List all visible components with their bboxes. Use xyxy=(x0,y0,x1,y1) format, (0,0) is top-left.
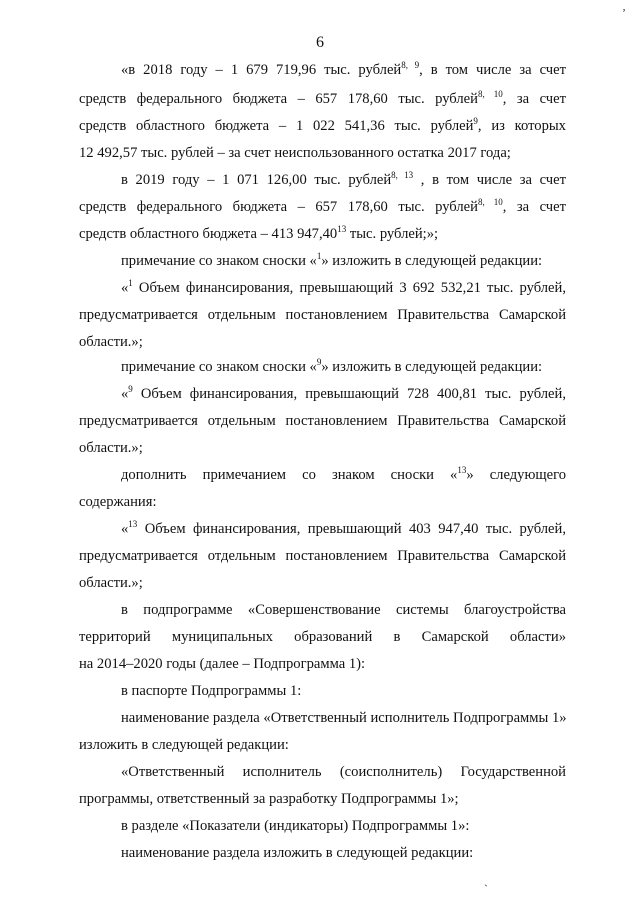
footnote-mark: 8, 10 xyxy=(477,197,503,207)
text-line xyxy=(79,628,566,646)
text-line xyxy=(79,817,566,835)
text-run: , в том числе за счет xyxy=(419,62,567,78)
text-line xyxy=(79,736,566,754)
footnote-mark: 9 xyxy=(473,116,478,126)
text-line xyxy=(79,279,566,297)
text-line xyxy=(79,790,566,808)
footnote-mark: 1 xyxy=(316,251,322,261)
footnote-mark: 8, 10 xyxy=(477,89,503,99)
footnote-mark: 13 xyxy=(457,465,467,475)
text-run: примечание со знаком сноски « xyxy=(121,253,317,269)
text-run: средств федерального бюджета – 657 178,60 тыс. рублей xyxy=(79,199,478,215)
text-line xyxy=(79,547,566,565)
text-line xyxy=(79,90,566,108)
text-run: программы, ответственный за разработку Подпрограммы 1»; xyxy=(79,791,459,807)
footnote-mark: 9 xyxy=(128,384,133,394)
text-run: наименование раздела «Ответственный исполнитель Подпрограммы 1» xyxy=(121,710,567,726)
text-run: Объем финансирования, превышающий 3 692 532,21 тыс. рублей, xyxy=(132,280,566,296)
text-run: в разделе «Показатели (индикаторы) Подпрограммы 1»: xyxy=(121,818,470,834)
text-line xyxy=(79,171,566,189)
text-line xyxy=(79,358,566,376)
text-line xyxy=(79,466,566,484)
text-run: дополнить примечанием со знаком сноски « xyxy=(121,467,458,483)
text-run: « xyxy=(121,386,129,402)
text-run: области.»; xyxy=(79,575,143,591)
text-run: предусматривается отдельным постановлением Правительства Самарской xyxy=(79,307,566,323)
text-line xyxy=(79,574,566,592)
scan-speck: ʼ xyxy=(622,6,626,20)
text-line xyxy=(79,198,566,216)
footnote-mark: 13 xyxy=(128,519,138,529)
text-line xyxy=(79,601,566,619)
text-line xyxy=(79,709,566,727)
text-run: примечание со знаком сноски « xyxy=(121,359,317,375)
text-line xyxy=(79,439,566,457)
text-run: « xyxy=(121,521,129,537)
footnote-mark: 8, 13 xyxy=(391,170,414,180)
text-run: средств федерального бюджета – 657 178,60 тыс. рублей xyxy=(79,91,478,107)
text-line xyxy=(79,385,566,403)
text-run: в 2019 году – 1 071 126,00 тыс. рублей xyxy=(121,172,392,188)
text-run: , из которых xyxy=(477,118,566,134)
text-run: предусматривается отдельным постановлением Правительства Самарской xyxy=(79,413,566,429)
text-line xyxy=(79,763,566,781)
text-line xyxy=(79,252,566,270)
text-run: » следующего xyxy=(466,467,567,483)
text-run: , в том числе за счет xyxy=(413,172,566,188)
text-line xyxy=(79,493,566,511)
text-run: «в 2018 году – 1 679 719,96 тыс. рублей xyxy=(121,62,402,78)
text-run: наименование раздела изложить в следующей редакции: xyxy=(121,845,474,861)
text-line xyxy=(79,61,566,79)
text-line xyxy=(79,333,566,351)
text-line xyxy=(79,144,566,162)
footnote-mark: 1 xyxy=(128,278,133,288)
text-run: предусматривается отдельным постановлением Правительства Самарской xyxy=(79,548,566,564)
footnote-mark: 8, 9 xyxy=(401,60,420,70)
text-run: » изложить в следующей редакции: xyxy=(321,359,543,375)
text-run: , за счет xyxy=(502,91,566,107)
text-run: в подпрограмме «Совершенствование системы благоустройства xyxy=(121,602,566,618)
text-run: « xyxy=(121,280,129,296)
text-line xyxy=(79,682,566,700)
text-run: содержания: xyxy=(79,494,157,510)
text-run: «Ответственный исполнитель (соисполнитель) Государственной xyxy=(121,764,566,780)
text-line xyxy=(79,412,566,430)
text-run: 12 492,57 тыс. рублей – за счет неиспользованного остатка 2017 года; xyxy=(79,145,511,161)
text-run: в паспорте Подпрограммы 1: xyxy=(121,683,302,699)
text-run: области.»; xyxy=(79,440,143,456)
text-run: области.»; xyxy=(79,334,143,350)
text-run: тыс. рублей;»; xyxy=(346,226,439,242)
footnote-mark: 13 xyxy=(337,224,347,234)
text-run: Объем финансирования, превышающий 403 947,40 тыс. рублей, xyxy=(137,521,566,537)
text-run: , за счет xyxy=(502,199,566,215)
text-line xyxy=(79,225,566,243)
text-run: территорий муниципальных образований в Самарской области» xyxy=(79,629,566,645)
text-line xyxy=(79,655,566,673)
text-line xyxy=(79,117,566,135)
text-line xyxy=(79,306,566,324)
text-line xyxy=(79,520,566,538)
footnote-mark: 9 xyxy=(316,357,322,367)
text-line xyxy=(79,844,566,862)
page-number: 6 xyxy=(316,34,324,51)
scan-speck: ˋ xyxy=(484,882,488,896)
text-run: на 2014–2020 годы (далее – Подпрограмма 1): xyxy=(79,656,366,672)
text-run: изложить в следующей редакции: xyxy=(79,737,289,753)
text-run: средств областного бюджета – 413 947,40 xyxy=(79,226,338,242)
text-run: Объем финансирования, превышающий 728 400,81 тыс. рублей, xyxy=(132,386,566,402)
text-run: средств областного бюджета – 1 022 541,36 тыс. рублей xyxy=(79,118,474,134)
text-run: » изложить в следующей редакции: xyxy=(321,253,543,269)
